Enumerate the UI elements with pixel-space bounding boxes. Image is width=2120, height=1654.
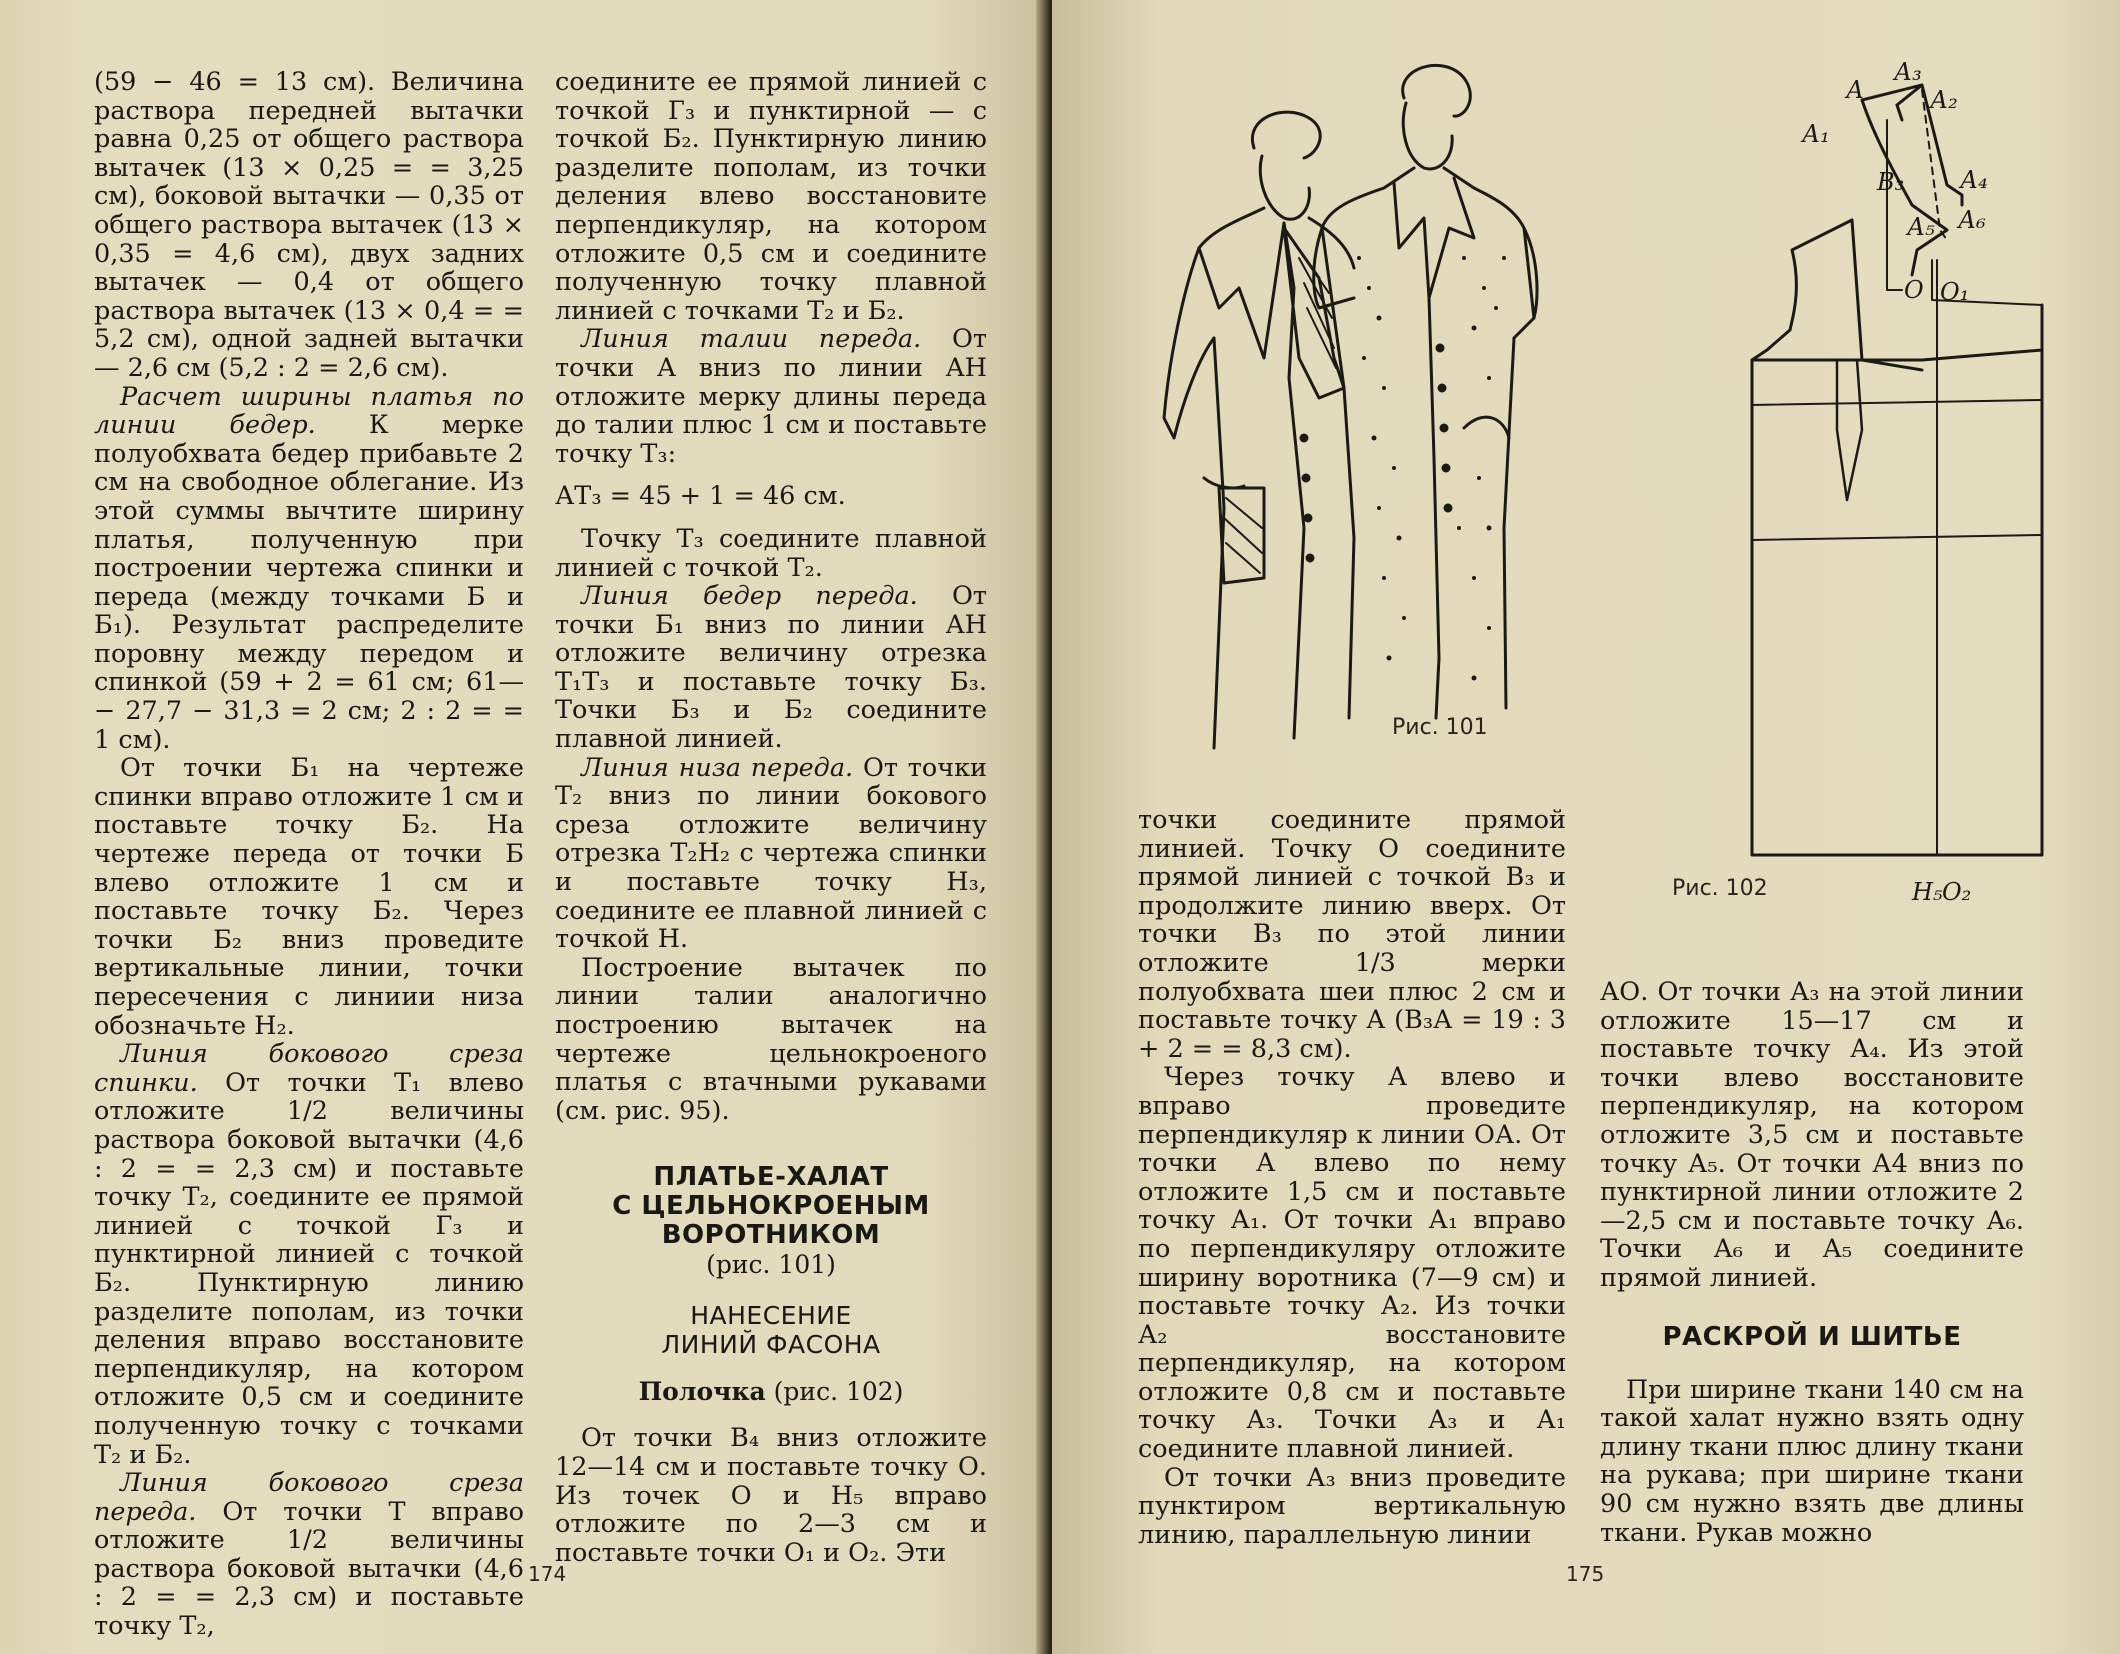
pattern-label: Н₅ xyxy=(1912,878,1943,906)
paragraph: Через точку А влево и вправо проведите перпендикуляр к линии ОА. От точки А влево по нему отложите 1,5 см и поставьте точку А₁. От точки А₁ вправо по перпендикуляру отложите ширину воротника (7—9 см) и поставьте точку А₂. Из точки А₂ восстановите перпендикуляр, на котором отложите 0,8 см и поставьте точку А₃. Точки А₃ и А₁ соедините плавной линией. xyxy=(1138,1062,1566,1465)
pattern-label: А xyxy=(1846,76,1865,104)
heading-line: С ЦЕЛЬНОКРОЕНЫМ xyxy=(612,1191,930,1222)
heading-line: НАНЕСЕНИЕ xyxy=(690,1301,852,1331)
pattern-label: В₃ xyxy=(1877,168,1905,196)
paragraph-text: От точки Т₂ вниз по линии бокового среза отложите величину отрезка Т₂Н₂ с чертежа спинки и поставьте точку Н₃, соедините ее плавной линией с точкой Н. xyxy=(555,752,988,955)
pattern-label: О₂ xyxy=(1942,878,1972,906)
subsection-heading xyxy=(555,1301,987,1359)
page-number: 174 xyxy=(528,1562,567,1586)
left-page xyxy=(0,0,1052,1654)
paragraph-text: От точки А вниз по линии АН отложите мерку длины переда до талии плюс 1 см и поставьте точку Т₃: xyxy=(555,324,988,469)
paragraph-text: От точки Т вправо отложите 1/2 величины раствора боковой вытачки (4,6 : 2 = = 2,3 см) и поставьте точку Т₂, xyxy=(94,1496,524,1642)
paragraph: От точки А₃ вниз проведите пунктиром вертикальную линию, параллельную линии xyxy=(1138,1462,1566,1550)
paragraph: АО. От точки А₃ на этой линии отложите 15—17 см и поставьте точку А₄. Из этой точки влево восстановите перпендикуляр, на котором отложите 3,5 см и поставьте точку А₅. От точки А4 вниз по пунктирной линии отложите 2—2,5 см и поставьте точку А₆. Точки А₆ и А₅ соедините прямой линией. xyxy=(1600,977,2024,1293)
right-page-column-1 xyxy=(1138,806,1566,1549)
subheading-polochka xyxy=(555,1377,987,1406)
paragraph-text: От точки Б₁ вниз по линии АН отложите величину отрезка Т₁Т₃ и поставьте точку Б₃. Точки Б₃ и Б₂ соедините плавной линией. xyxy=(555,581,987,755)
paragraph xyxy=(555,582,987,754)
paragraph xyxy=(94,1469,524,1641)
right-page xyxy=(1052,0,2120,1654)
fashion-illustration xyxy=(1144,58,1604,758)
left-page-column-1 xyxy=(94,68,524,1641)
subheading-ref: (рис. 102) xyxy=(765,1377,904,1407)
pattern-label: А₁ xyxy=(1802,120,1830,148)
paragraph: соедините ее прямой линией с точкой Г₃ и пунктирной — с точкой Б₂. Пунктирную линию разделите пополам, из точки деления влево восстановите перпендикуляр, на котором отложите 0,5 см и соедините полученную точку плавной линией с точками Т₂ и Б₂. xyxy=(555,67,987,326)
pattern-label: А₆ xyxy=(1958,206,1986,234)
pattern-label: А₄ xyxy=(1960,166,1988,194)
heading-line: ВОРОТНИКОМ xyxy=(661,1220,881,1251)
pattern-diagram xyxy=(1672,60,2092,920)
heading-line: ПЛАТЬЕ-ХАЛАТ xyxy=(653,1162,889,1193)
figure-caption-102: Рис. 102 xyxy=(1672,876,1768,901)
heading-line: ЛИНИЙ ФАСОНА xyxy=(661,1330,881,1360)
paragraph: Точку Т₃ соедините плавной линией с точкой Т₂. xyxy=(555,523,987,583)
paragraph xyxy=(555,325,987,468)
paragraph: точки соедините прямой линией. Точку О соедините прямой линией с точкой В₃ и продолжите линию вверх. От точки В₃ по этой линии отложите 1/3 мерки полуобхвата шеи плюс 2 см и поставьте точку А (В₃А = 19 : 3 + 2 = = 8,3 см). xyxy=(1138,805,1566,1064)
subheading-bold: Полочка xyxy=(638,1377,766,1407)
paragraph: При ширине ткани 140 см на такой халат нужно взять одну длину ткани плюс длину ткани на рукава; при ширине ткани 90 см нужно взять две длины ткани. Рукав можно xyxy=(1600,1374,2024,1548)
paragraph-text: К мерке полуобхвата бедер прибавьте 2 см на свободное облегание. Из этой суммы вычтите ширину платья, полученную при построении чертежа спинки и переда (между точками Б и Б₁). Результат распределите поровну между передом и спинкой (59 + 2 = 61 см; 61— − 27,7 − 31,3 = 2 см; 2 : 2 = = 1 см). xyxy=(94,410,524,755)
section-title-italic: Линия бокового среза спинки. xyxy=(94,1039,524,1098)
pattern-label: А₂ xyxy=(1930,86,1958,114)
pattern-label: А₅ xyxy=(1907,213,1935,241)
right-page-column-2 xyxy=(1600,978,2024,1547)
pattern-label: О xyxy=(1904,276,1924,304)
section-heading: РАСКРОЙ И ШИТЬЕ xyxy=(1662,1321,1962,1352)
paragraph: Построение вытачек по линии талии аналогично построению вытачек на чертеже цельнокроеного платья с втачными рукавами (см. рис. 95). xyxy=(555,952,987,1126)
paragraph xyxy=(555,754,987,954)
paragraph xyxy=(94,1040,524,1469)
heading-figure-ref: (рис. 101) xyxy=(706,1250,836,1280)
left-page-column-2 xyxy=(555,68,987,1567)
figure-caption-101: Рис. 101 xyxy=(1392,715,1488,740)
paragraph: От точки Б₁ на чертеже спинки вправо отложите 1 см и поставьте точку Б₂. На чертеже переда от точки Б влево отложите 1 см и поставьте точку Б₂. Через точки Б₂ вниз проведите вертикальные линии, точки пересечения с линиии низа обозначьте Н₂. xyxy=(94,753,524,1041)
section-title-italic: Линия бедер переда. xyxy=(581,581,918,612)
paragraph: От точки В₄ вниз отложите 12—14 см и поставьте точку О. Из точек О и Н₅ вправо отложите по 2—3 см и поставьте точки О₁ и О₂. Эти xyxy=(555,1423,987,1568)
section-title-italic: Линия бокового среза переда. xyxy=(94,1468,524,1527)
pattern-label: А₃ xyxy=(1894,60,1922,86)
section-title-italic: Линия талии переда. xyxy=(581,324,922,355)
section-heading xyxy=(555,1163,987,1250)
paragraph xyxy=(94,383,524,755)
page-number: 175 xyxy=(1566,1562,1605,1586)
paragraph-text: От точки Т₁ влево отложите 1/2 величины раствора боковой вытачки (4,6 : 2 = = 2,3 см) и поставьте точку Т₂, соедините ее прямой линией с точкой Г₃ и пунктирной линией с точкой Б₂. Пунктирную линию разделите пополам, из точки деления вправо восстановите перпендикуляр, на котором отложите 0,5 см и соедините полученную точку с точками Т₂ и Б₂. xyxy=(94,1067,525,1470)
section-title-italic: Расчет ширины платья по линии бедер. xyxy=(94,381,524,441)
pattern-label: О₁ xyxy=(1940,278,1970,306)
formula: АТ₃ = 45 + 1 = 46 см. xyxy=(555,481,846,512)
paragraph: (59 − 46 = 13 см). Величина раствора передней вытачки равна 0,25 от общего раствора вытачек (13 × 0,25 = = 3,25 см), боковой вытачки — 0,35 от общего раствора вытачек (13 × 0,35 = 4,6 см), двух задних вытачек — 0,4 от общего раствора вытачек (13 × 0,4 = = 5,2 см), одной задней вытачки — 2,6 см (5,2 : 2 = 2,6 см). xyxy=(94,67,524,383)
section-title-italic: Линия низа переда. xyxy=(581,752,854,783)
